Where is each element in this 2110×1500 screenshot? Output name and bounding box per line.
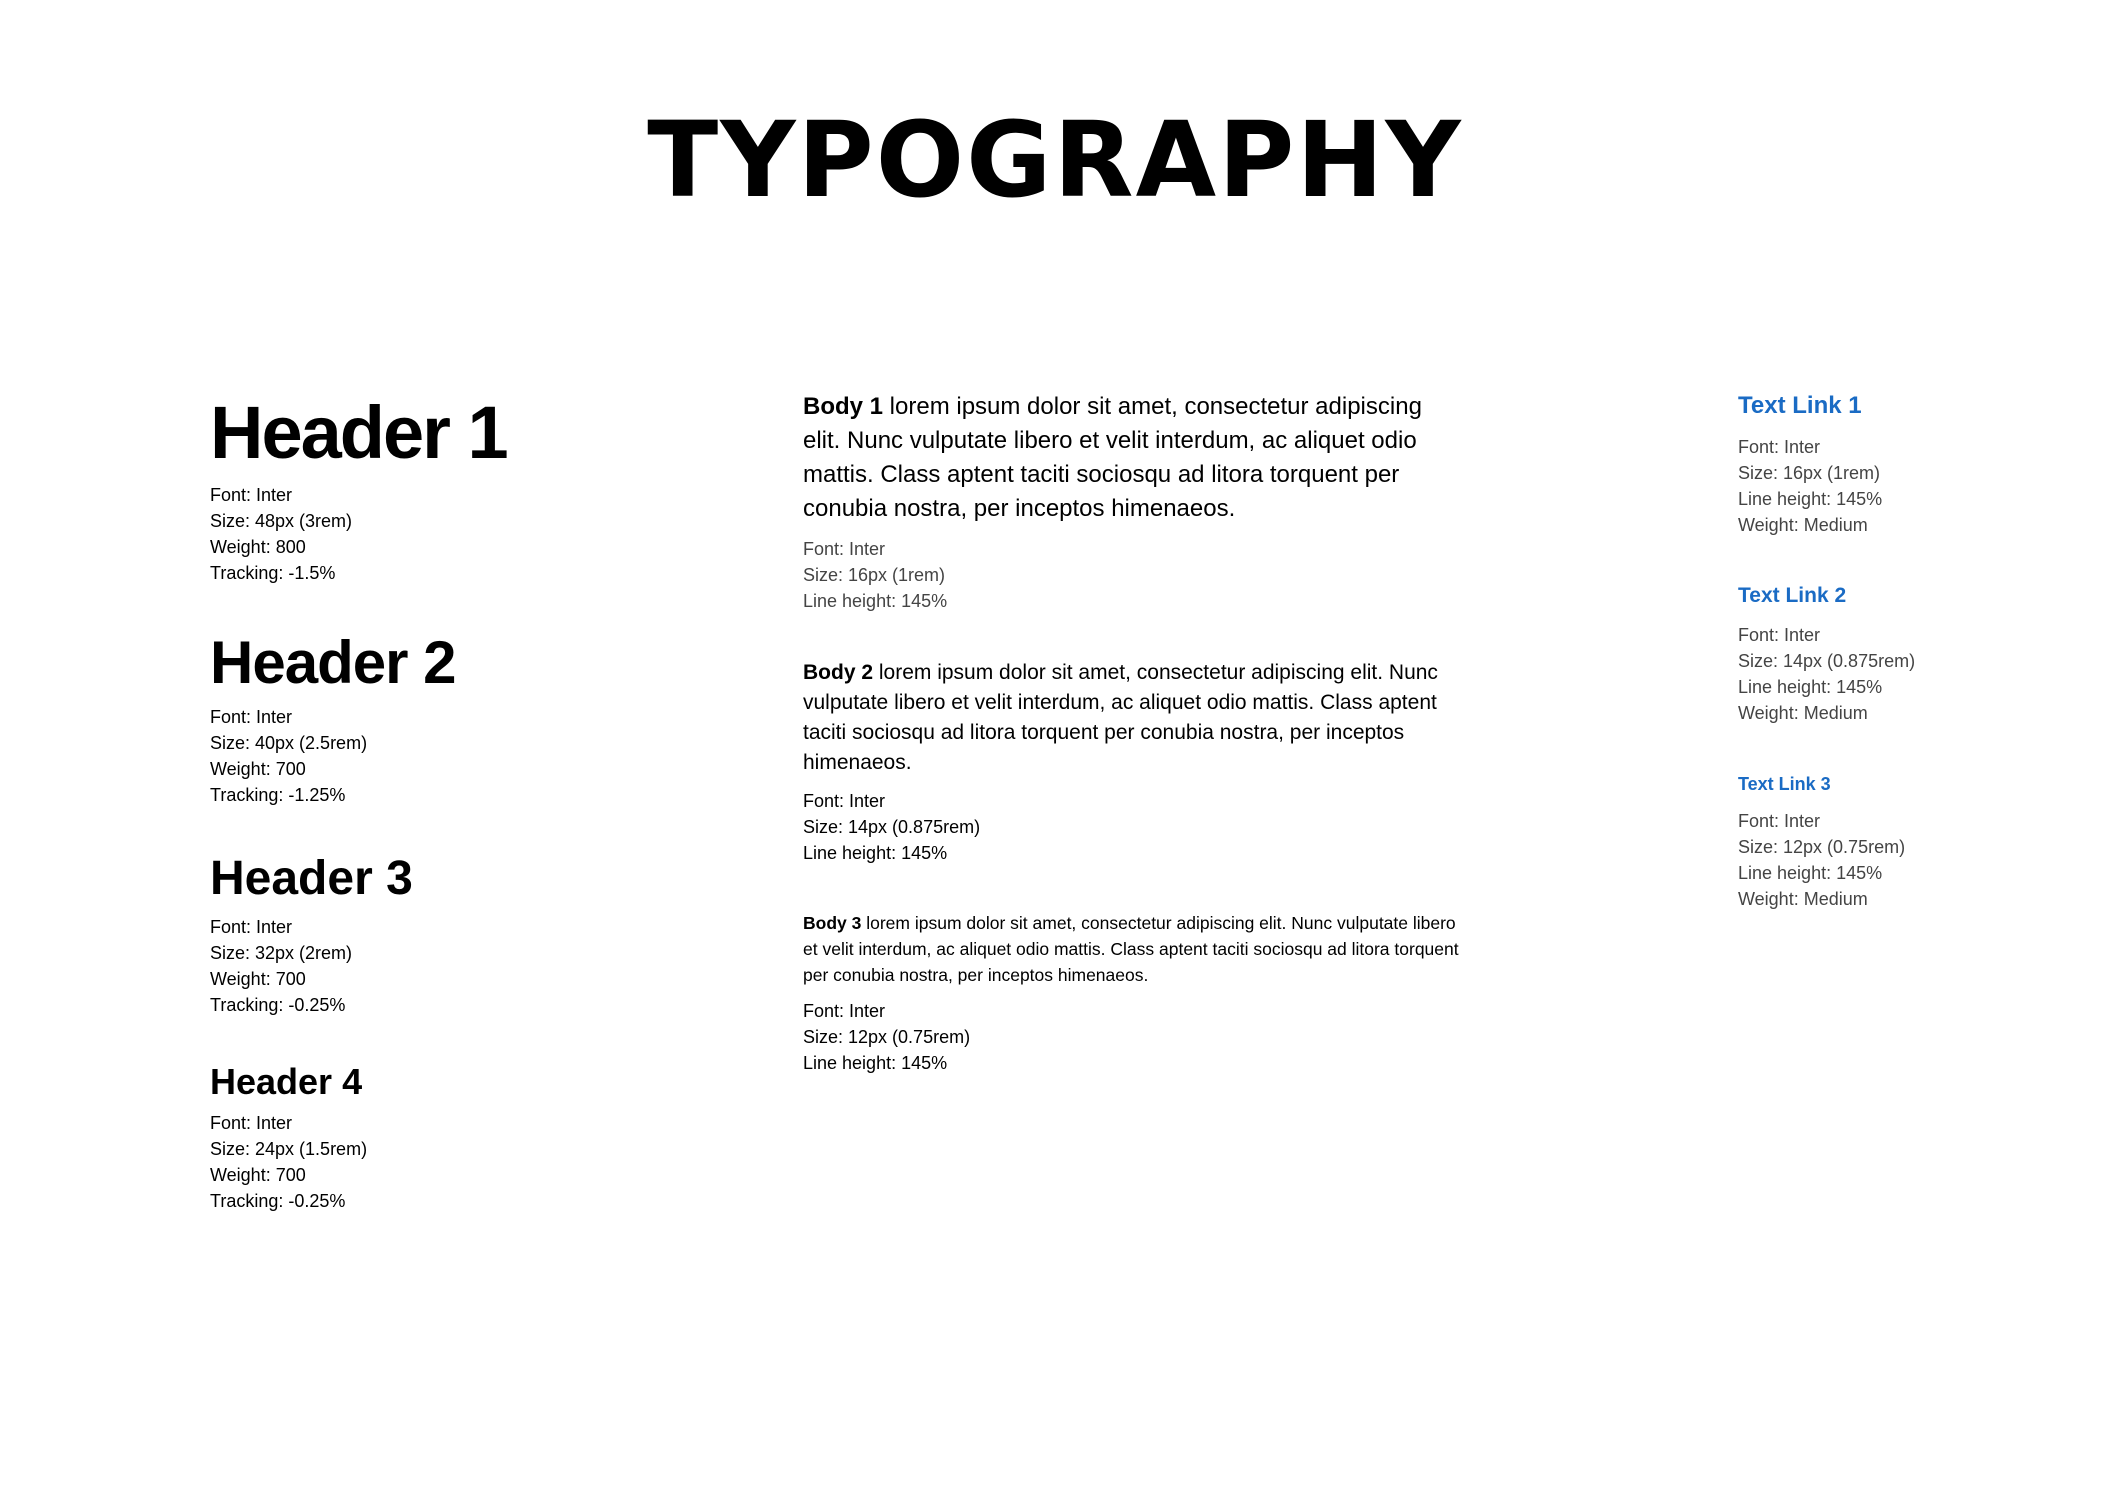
text-link-3[interactable]: Text Link 3 xyxy=(1738,774,1831,794)
body-3-sample xyxy=(803,910,1463,988)
spec-size: Size: 16px (1rem) xyxy=(1738,463,1881,483)
spec-font: Font: Inter xyxy=(1738,811,1821,831)
spec-size: Size: 40px (2.5rem) xyxy=(210,733,368,753)
spec-weight: Weight: 700 xyxy=(210,969,306,989)
body-3-spec xyxy=(803,910,1463,1076)
links-column xyxy=(1738,390,2058,912)
text-link-2[interactable]: Text Link 2 xyxy=(1738,584,1847,607)
text-link-1-spec xyxy=(1738,390,2058,538)
body-2-text: lorem ipsum dolor sit amet, consectetur adipiscing elit. Nunc vulputate libero et velit interdum, ac aliquet odio mattis. Class aptent taciti sociosqu ad litora torquent per conubia nostra, per inceptos himenaeos. xyxy=(803,661,1438,774)
body-1-text: lorem ipsum dolor sit amet, consectetur adipiscing elit. Nunc vulputate libero et velit interdum, ac aliquet odio mattis. Class aptent taciti sociosqu ad litora torquent per conubia nostra, per inceptos himenaeos. xyxy=(803,393,1422,522)
body-2-label: Body 2 xyxy=(803,661,874,684)
header-4-details xyxy=(210,1110,730,1214)
spec-tracking: Tracking: -0.25% xyxy=(210,1191,346,1211)
spec-weight: Weight: 700 xyxy=(210,759,306,779)
headers-column xyxy=(210,390,730,1214)
spec-weight: Weight: Medium xyxy=(1738,515,1868,535)
spec-font: Font: Inter xyxy=(803,539,886,559)
spec-line-height: Line height: 145% xyxy=(1738,863,1883,883)
header-1-sample: Header 1 xyxy=(210,391,507,474)
body-1-spec xyxy=(803,390,1463,614)
spec-line-height: Line height: 145% xyxy=(803,591,948,611)
spec-size: Size: 24px (1.5rem) xyxy=(210,1139,368,1159)
body-2-spec xyxy=(803,658,1463,866)
spec-font: Font: Inter xyxy=(1738,625,1821,645)
spec-weight: Weight: Medium xyxy=(1738,703,1868,723)
header-2-details xyxy=(210,704,730,808)
spec-font: Font: Inter xyxy=(803,791,886,811)
spec-line-height: Line height: 145% xyxy=(803,1053,948,1073)
body-3-label: Body 3 xyxy=(803,913,862,933)
spec-font: Font: Inter xyxy=(1738,437,1821,457)
spec-size: Size: 32px (2rem) xyxy=(210,943,353,963)
text-link-1-details xyxy=(1738,434,2058,538)
spec-size: Size: 48px (3rem) xyxy=(210,511,353,531)
body-2-sample xyxy=(803,658,1463,778)
spec-size: Size: 14px (0.875rem) xyxy=(1738,651,1916,671)
spec-line-height: Line height: 145% xyxy=(1738,677,1883,697)
page-title: TYPOGRAPHY xyxy=(647,99,1463,221)
body-2-details xyxy=(803,788,1463,866)
header-3-spec xyxy=(210,850,730,1018)
spec-font: Font: Inter xyxy=(210,485,293,505)
header-2-spec xyxy=(210,628,730,808)
spec-weight: Weight: 700 xyxy=(210,1165,306,1185)
spec-weight: Weight: Medium xyxy=(1738,889,1868,909)
header-4-sample: Header 4 xyxy=(210,1061,363,1102)
spec-font: Font: Inter xyxy=(210,707,293,727)
spec-size: Size: 16px (1rem) xyxy=(803,565,946,585)
spec-line-height: Line height: 145% xyxy=(1738,489,1883,509)
spec-font: Font: Inter xyxy=(210,917,293,937)
header-3-details xyxy=(210,914,730,1018)
body-1-sample xyxy=(803,390,1463,526)
header-1-details xyxy=(210,482,730,586)
text-link-2-details xyxy=(1738,622,2058,726)
spec-tracking: Tracking: -0.25% xyxy=(210,995,346,1015)
header-2-sample: Header 2 xyxy=(210,629,456,696)
body-1-label: Body 1 xyxy=(803,393,884,420)
header-4-spec xyxy=(210,1060,730,1214)
spec-tracking: Tracking: -1.25% xyxy=(210,785,346,805)
spec-size: Size: 12px (0.75rem) xyxy=(803,1027,971,1047)
spec-weight: Weight: 800 xyxy=(210,537,306,557)
spec-tracking: Tracking: -1.5% xyxy=(210,563,336,583)
text-link-3-details xyxy=(1738,808,2058,912)
spec-size: Size: 12px (0.75rem) xyxy=(1738,837,1906,857)
header-1-spec xyxy=(210,390,730,586)
spec-size: Size: 14px (0.875rem) xyxy=(803,817,981,837)
spec-font: Font: Inter xyxy=(210,1113,293,1133)
text-link-1[interactable]: Text Link 1 xyxy=(1738,392,1862,419)
body-column xyxy=(803,390,1463,1076)
text-link-2-spec xyxy=(1738,582,2058,726)
body-3-text: lorem ipsum dolor sit amet, consectetur adipiscing elit. Nunc vulputate libero et velit interdum, ac aliquet odio mattis. Class aptent taciti sociosqu ad litora torquent per conubia nostra, per inceptos himenaeos. xyxy=(803,913,1459,985)
body-3-details xyxy=(803,998,1463,1076)
header-3-sample: Header 3 xyxy=(210,852,413,905)
text-link-3-spec xyxy=(1738,772,2058,912)
spec-font: Font: Inter xyxy=(803,1001,886,1021)
body-1-details xyxy=(803,536,1463,614)
spec-line-height: Line height: 145% xyxy=(803,843,948,863)
